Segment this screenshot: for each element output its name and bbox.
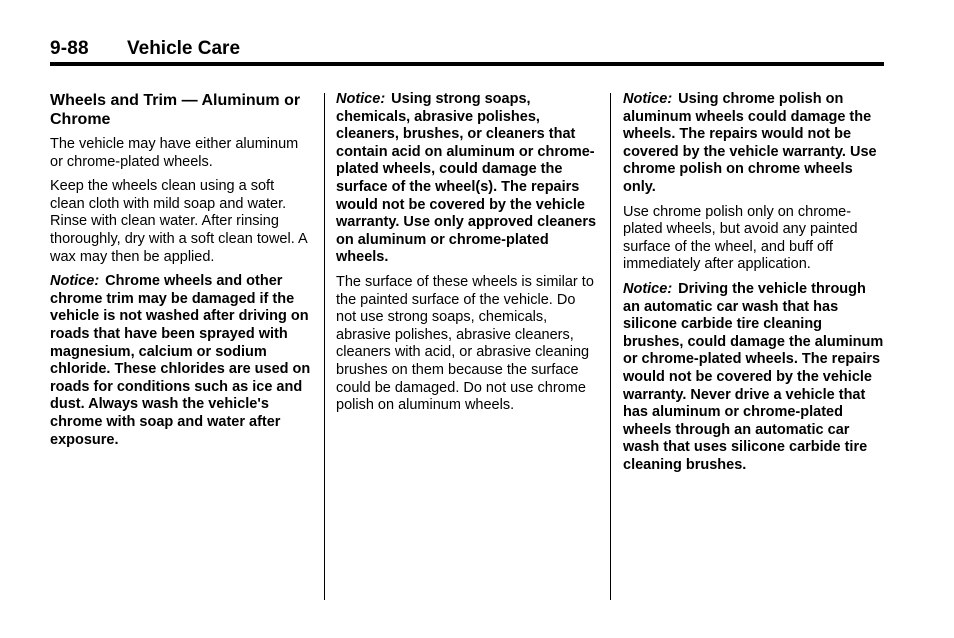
- notice: [50, 273, 312, 449]
- notice-label: Notice:: [336, 91, 386, 107]
- notice-text: Chrome wheels and other chrome trim may be damaged if the vehicle is not washed after driving on roads that have been sprayed with magnesium, calcium or sodium chloride. These chlorides are used on roads for conditions such as ice and dust. Always wash the vehicle's chrome with soap and water after exposure.: [50, 273, 311, 448]
- page-header: [50, 38, 884, 64]
- notice-label: Notice:: [623, 280, 673, 297]
- header-rule: [50, 62, 884, 66]
- column-1: [50, 91, 312, 456]
- paragraph: The surface of these wheels is similar to the painted surface of the vehicle. Do not use strong soaps, chemicals, abrasive polishes, abrasive cleaners, cleaners with acid, or abrasive cleaning brushes on them because the surface could be damaged. Do not use chrome polish on aluminum wheels.: [336, 273, 594, 414]
- section-title: Vehicle Care: [127, 38, 241, 59]
- notice-text: Using strong soaps, chemicals, abrasive polishes, cleaners, brushes, or cleaners that contain acid on aluminum or chrome-plated wheels, could damage the surface of the wheel(s). The repairs would not be covered by the vehicle warranty. Use only approved cleaners on aluminum or chrome-plated wheels.: [336, 91, 597, 266]
- subsection-heading: Wheels and Trim — Aluminum or Chrome: [50, 92, 301, 128]
- page-number: 9-88: [50, 38, 89, 59]
- notice-text: Driving the vehicle through an automatic car wash that has silicone carbide tire cleaning brushes, could damage the aluminum or chrome-plated wheels. The repairs would not be covered by the vehicle warranty. Never drive a vehicle that has aluminum or chrome-plated wheels through an automatic car wash that uses silicone carbide tire cleaning brushes.: [623, 280, 884, 473]
- notice: [623, 281, 885, 475]
- column-divider-1: [324, 93, 325, 600]
- notice-text: Using chrome polish on aluminum wheels could damage the wheels. The repairs would not be covered by the vehicle warranty. Use chrome polish on chrome wheels only.: [623, 91, 877, 195]
- notice-label: Notice:: [623, 91, 673, 107]
- paragraph: The vehicle may have either aluminum or chrome-plated wheels.: [50, 136, 299, 170]
- column-3: [623, 91, 885, 481]
- paragraph: Use chrome polish only on chrome-plated wheels, but avoid any painted surface of the wheel, and buff off immediately after application.: [623, 203, 858, 273]
- column-2: [336, 91, 598, 422]
- notice-label: Notice:: [50, 273, 100, 290]
- notice: [623, 91, 885, 197]
- notice: [336, 91, 598, 267]
- column-divider-2: [610, 93, 611, 600]
- paragraph: Keep the wheels clean using a soft clean cloth with mild soap and water. Rinse with clean water. After rinsing thoroughly, dry with a soft clean towel. A wax may then be applied.: [50, 178, 307, 265]
